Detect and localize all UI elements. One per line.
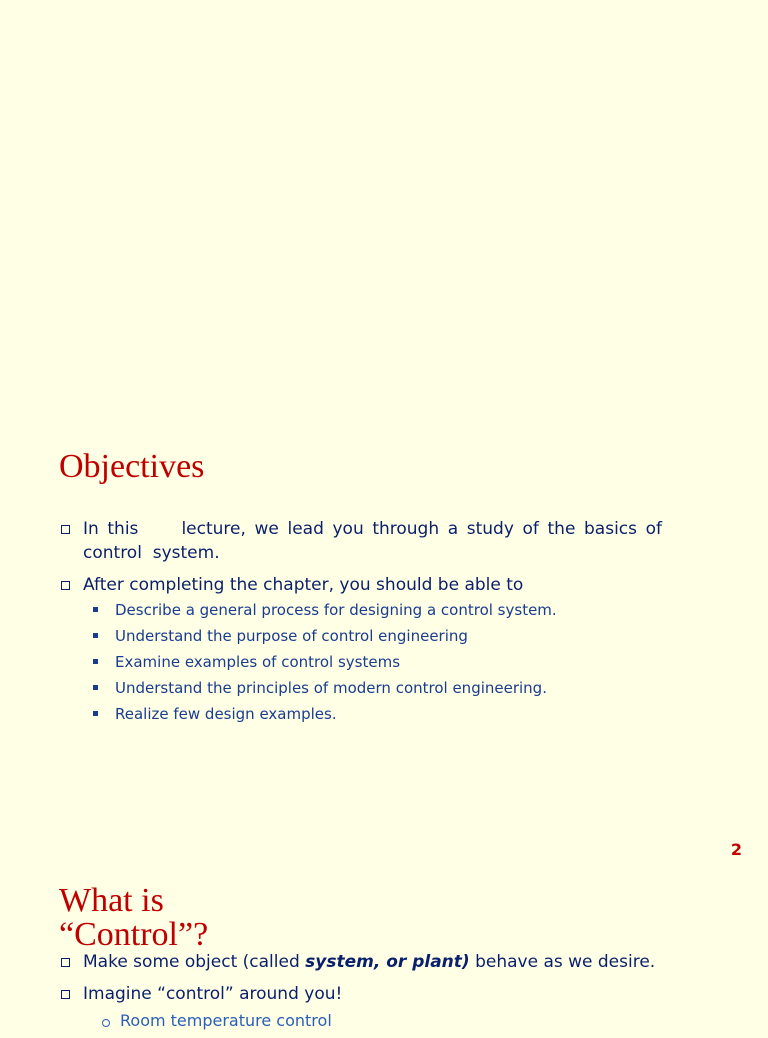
control-sub-item-1-text: Room temperature control <box>120 1011 332 1030</box>
square-bullet-icon <box>93 659 98 664</box>
objectives-sub-item-3 <box>83 653 662 671</box>
objectives-bullet-2 <box>60 573 662 723</box>
objectives-bullet-1-text: In this lecture, we lead you through a study of the basics of control system. <box>83 519 668 563</box>
control-bullet-1 <box>60 950 700 974</box>
control-sub-item-1 <box>60 1012 700 1030</box>
control-bullet-1-emphasis: system, or plant) <box>305 952 470 972</box>
control-bullet-2 <box>60 982 700 1006</box>
objectives-title: Objectives <box>59 448 205 485</box>
objectives-sub-item-5 <box>83 705 662 723</box>
objectives-bullet-2-text: After completing the chapter, you should be able to <box>83 575 524 595</box>
control-bullet-2-text: Imagine “control” around you! <box>83 984 343 1004</box>
objectives-bullet-list <box>60 517 668 731</box>
objectives-sub-item-5-text: Realize few design examples. <box>115 705 337 723</box>
control-bullet-1-post: behave as we desire. <box>469 952 656 972</box>
control-title: What is “Control”? <box>59 882 209 953</box>
square-bullet-icon <box>93 685 98 690</box>
objectives-sub-item-3-text: Examine examples of control systems <box>115 653 401 671</box>
objectives-bullet-1 <box>60 517 668 565</box>
objectives-sub-item-4 <box>83 679 662 697</box>
page-number: 2 <box>730 840 742 859</box>
square-bullet-icon <box>93 607 98 612</box>
square-bullet-icon <box>93 711 98 716</box>
control-bullet-list <box>60 950 700 1038</box>
objectives-sub-list <box>83 601 662 723</box>
square-bullet-icon <box>93 633 98 638</box>
box-bullet-icon <box>61 990 70 999</box>
ring-bullet-icon <box>102 1019 110 1027</box>
objectives-sub-item-1 <box>83 601 662 619</box>
objectives-sub-item-1-text: Describe a general process for designing a control system. <box>115 601 557 619</box>
objectives-sub-item-4-text: Understand the principles of modern control engineering. <box>115 679 547 697</box>
objectives-sub-item-2 <box>83 627 662 645</box>
objectives-sub-item-2-text: Understand the purpose of control engineering <box>115 627 468 645</box>
box-bullet-icon <box>61 581 70 590</box>
box-bullet-icon <box>61 525 70 534</box>
box-bullet-icon <box>61 958 70 967</box>
control-bullet-1-pre: Make some object (called <box>83 952 306 972</box>
